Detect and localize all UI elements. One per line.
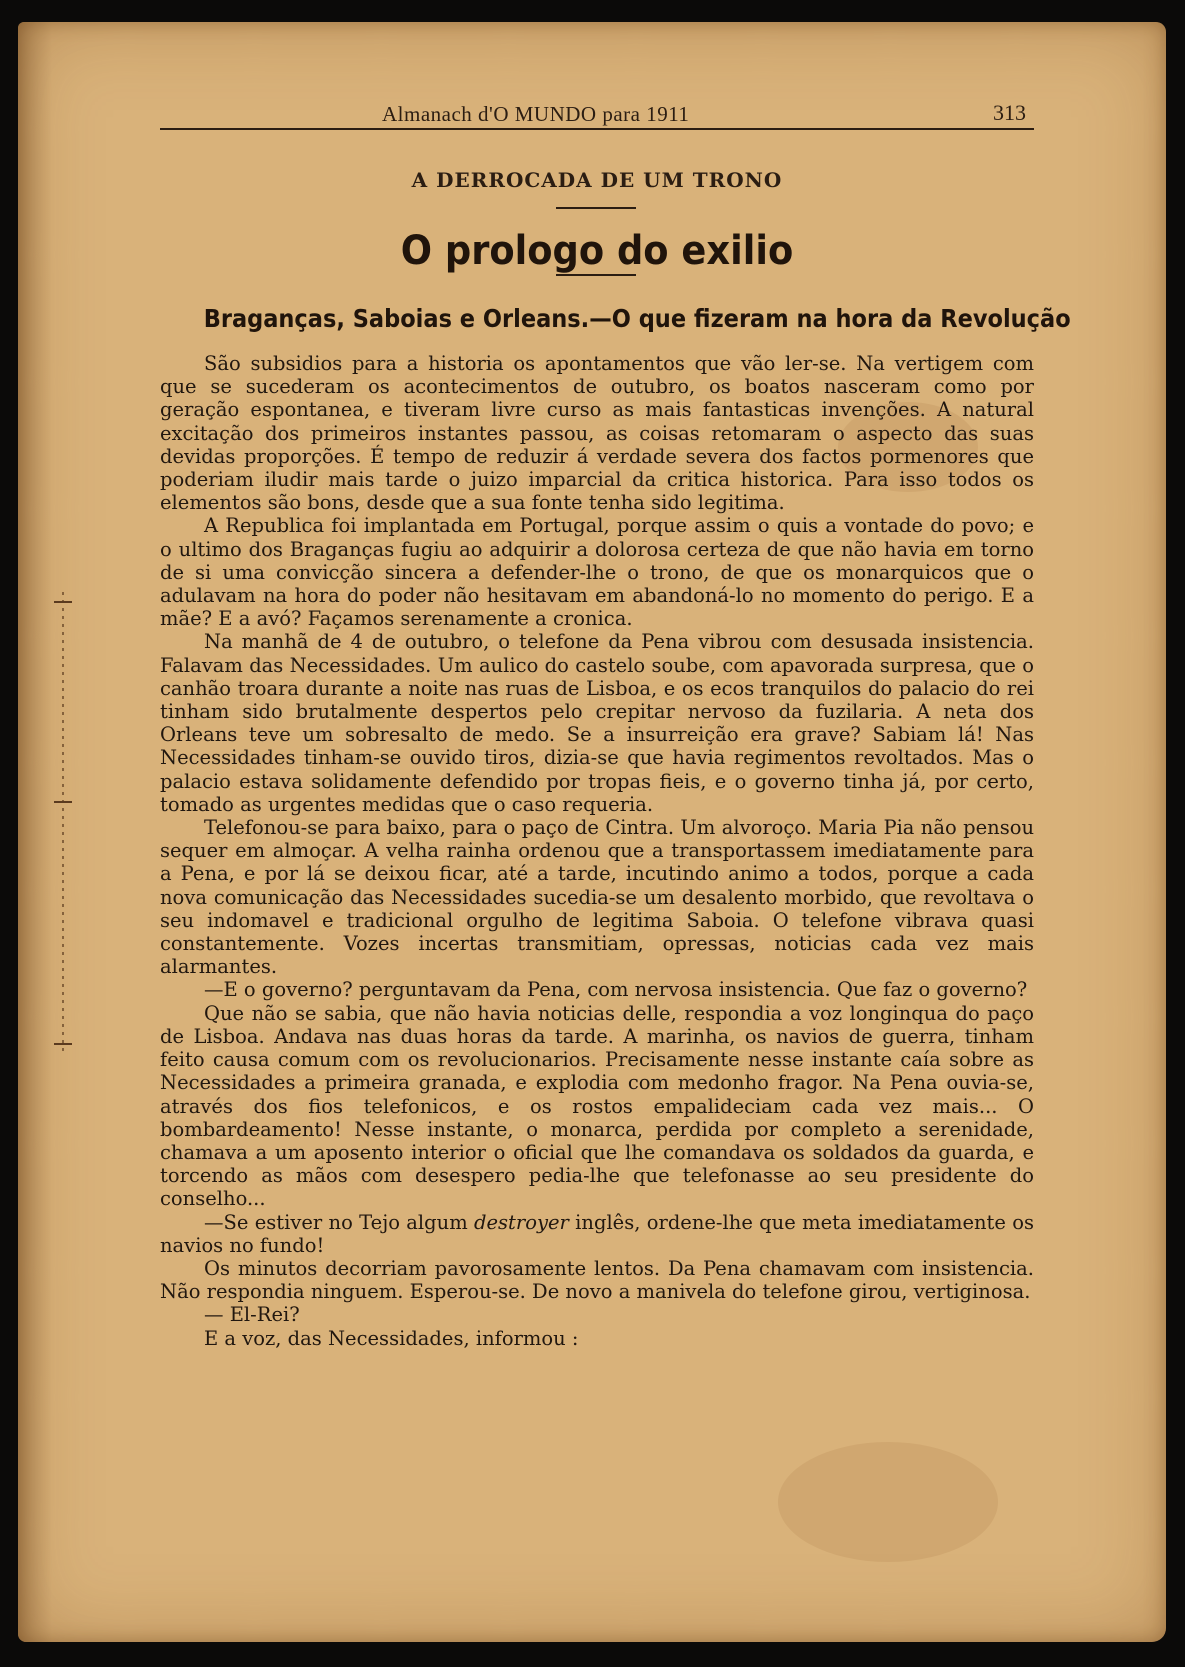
title-divider-bottom	[556, 274, 636, 276]
paper-stain	[778, 1442, 998, 1562]
article-kicker: A DERROCADA DE UM TRONO	[411, 168, 783, 192]
paragraph: Que não se sabia, que não havia noticias delle, respondia a voz longinqua do paço de Lisboa. Andava nas duas horas da tarde. A marinha, os navios de guerra, tinham feito causa comum com os revolucionarios. Precisamente nesse instante caía sobre as Necessidades a primeira granada, e explodia com medonho fragor. Na Pena ouvia-se, através dos fios telefonicos, e os rostos empalideciam cada vez mais... O bombardeamento! Nesse instante, o monarca, perdida por completo a serenidade, chamava a um aposento interior o oficial que lhe comandava os soldados da guarda, e torcendo as mãos com desespero pedia-lhe que telefonasse ao seu presidente do conselho...	[160, 1001, 1034, 1211]
article-body	[160, 352, 1034, 1350]
book-page	[18, 22, 1166, 1642]
article-title: O prologo do exilio	[400, 228, 794, 274]
paragraph: Telefonou-se para baixo, para o paço de Cintra. Um alvoroço. Maria Pia não pensou sequer em almoçar. A velha rainha ordenou que a transportassem imediatamente para a Pena, e por lá se deixou ficar, até a tarde, incutindo animo a todos, porque a cada nova comunicação das Necessidades sucedia-se um desalento morbido, que revoltava o seu indomavel e tradicional orgulho de legitima Saboia. O telefone vibrava quasi constantemente. Vozes incertas transmitiam, opressas, noticias cada vez mais alarmantes.	[160, 816, 1034, 979]
dialogue-text: inglês, ordene-lhe que meta imediatamente os navios no fundo!	[160, 1210, 1035, 1257]
dialogue-line: —E o governo? perguntavam da Pena, com nervosa insistencia. Que faz o governo?	[204, 978, 1028, 1002]
running-header	[160, 94, 1034, 130]
dialogue-line	[160, 1211, 1034, 1257]
paragraph: Na manhã de 4 de outubro, o telefone da Pena vibrou com desusada insistencia. Falavam das Necessidades. Um aulico do castelo soube, com apavorada surpresa, que o canhão troara durante a noite nas ruas de Lisboa, e os ecos tranquilos do palacio do rei tinham sido brutalmente despertos pelo crepitar nervoso da fuzilaria. A neta dos Orleans teve um sobresalto de medo. Se a insurreição era grave? Sabiam lá! Nas Necessidades tinham-se ouvido tiros, dizia-se que havia regimentos revoltados. Mas o palacio estava solidamente defendido por tropas fieis, e o governo tinha já, por certo, tomado as urgentes medidas que o caso requeria.	[160, 630, 1034, 816]
dialogue-line: — El-Rei?	[204, 1303, 300, 1327]
dialogue-text: —Se estiver no Tejo algum	[204, 1210, 468, 1234]
paragraph: Os minutos decorriam pavorosamente lentos. Da Pena chamavam com insistencia. Não respondia ninguem. Esperou-se. De novo a manivela do telefone girou, vertiginosa.	[160, 1256, 1034, 1304]
running-title: Almanach d'O MUNDO para 1911	[382, 102, 690, 126]
title-divider-top	[556, 207, 636, 209]
paragraph: São subsidios para a historia os apontamentos que vão ler-se. Na vertigem com que se sucederam os acontecimentos de outubro, os boatos nasceram como por geração espontanea, e tiveram livre curso as mais fantasticas invenções. A natural excitação dos primeiros instantes passou, as coisas retomaram o aspecto das suas devidas proporções. É tempo de reduzir á verdade severa dos factos pormenores que poderiam iludir mais tarde o juizo imparcial da critica historica. Para isso todos os elementos são bons, desde que a sua fonte tenha sido legitima.	[160, 352, 1034, 515]
page-number: 313	[993, 100, 1026, 125]
article-subtitle: Braganças, Saboias e Orleans.—O que fizeram na hora da Revolução	[203, 304, 1071, 333]
page-gutter-shadow	[18, 22, 52, 1642]
italic-term: destroyer	[474, 1210, 569, 1234]
paragraph: E a voz, das Necessidades, informou :	[204, 1326, 579, 1350]
binding-thread-marks	[50, 592, 76, 1052]
paragraph: A Republica foi implantada em Portugal, porque assim o quis a vontade do povo; e o ultimo dos Braganças fugiu ao adquirir a dolorosa certeza de que não havia em torno de si uma convicção sincera a defender-lhe o trono, de que os monarquicos que o adulavam na hora do poder não hesitavam em abandoná-lo no momento do perigo. E a mãe? E a avó? Façamos serenamente a cronica.	[160, 514, 1034, 631]
